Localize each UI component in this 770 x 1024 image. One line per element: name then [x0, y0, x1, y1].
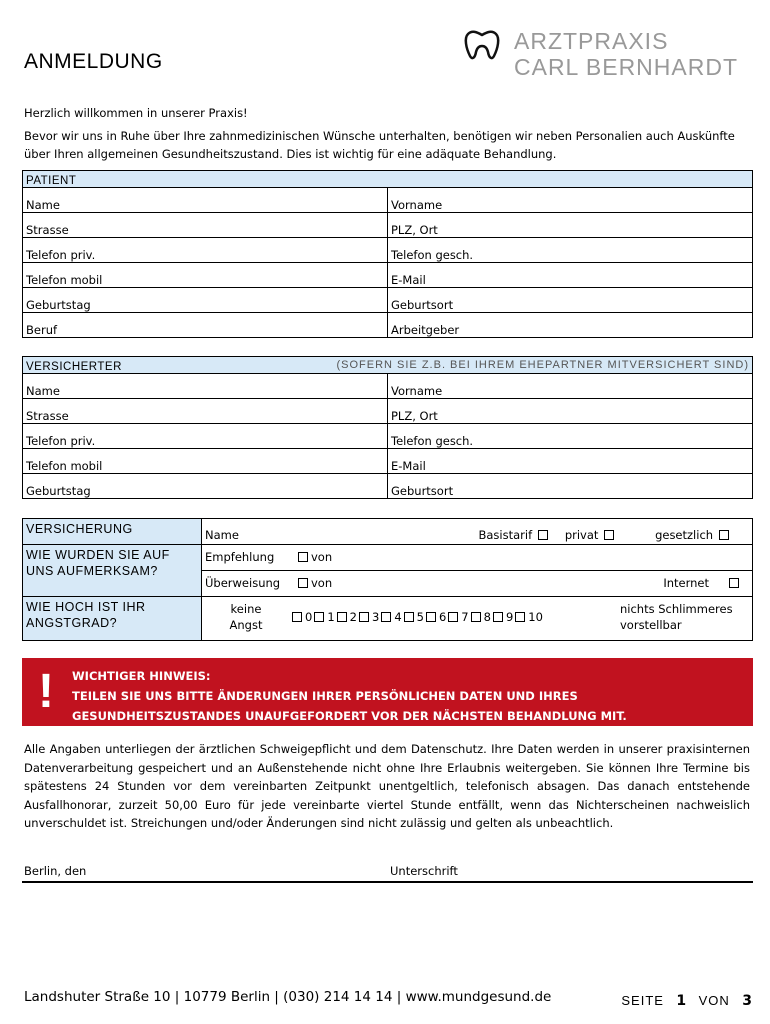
footer-address: Landshuter Straße 10 | 10779 Berlin | (030) 214 14 14 | www.mundgesund.de [24, 989, 552, 1005]
angst-number-10: 10 [528, 610, 543, 624]
empfehlung-von-field[interactable]: von [311, 550, 333, 564]
basistarif-checkbox[interactable] [538, 530, 548, 540]
logo-line-2: CARL BERNHARDT [514, 54, 739, 80]
logo-line-1: ARZTPRAXIS [514, 28, 669, 54]
privat-checkbox[interactable] [604, 530, 614, 540]
practice-logo [462, 26, 752, 82]
empfehlung-label: Empfehlung [205, 550, 275, 564]
angst-option-4[interactable] [381, 610, 401, 624]
versicherter-plz-ort-field[interactable]: PLZ, Ort [388, 399, 753, 424]
versicherter-vorname-field[interactable]: Vorname [388, 374, 753, 399]
angst-option-10[interactable] [515, 610, 543, 624]
warning-line-3: GESUNDHEITSZUSTANDES UNAUFGEFORDERT VOR DER NÄCHSTEN BEHANDLUNG MIT. [72, 709, 627, 723]
signature-field[interactable]: Unterschrift [390, 864, 458, 878]
page-indicator [621, 993, 752, 1009]
angst-scale [292, 610, 545, 624]
versicherter-telefon-mobil-field[interactable]: Telefon mobil [23, 449, 388, 474]
warning-box [22, 658, 753, 726]
patient-plz-ort-field[interactable]: PLZ, Ort [388, 213, 753, 238]
versicherter-heading: VERSICHERTER (SOFERN SIE Z.B. BEI IHREM EHEPARTNER MITVERSICHERT SIND) [23, 357, 753, 374]
angst-checkbox-3[interactable] [359, 612, 369, 622]
patient-telefon-priv-field[interactable]: Telefon priv. [23, 238, 388, 263]
angst-number-7: 7 [461, 610, 469, 624]
empfehlung-checkbox[interactable] [298, 552, 308, 562]
patient-email-field[interactable]: E-Mail [388, 263, 753, 288]
patient-geburtstag-field[interactable]: Geburtstag [23, 288, 388, 313]
angst-cell [202, 597, 753, 641]
versicherter-telefon-gesch-field[interactable]: Telefon gesch. [388, 424, 753, 449]
patient-geburtsort-field[interactable]: Geburtsort [388, 288, 753, 313]
angst-number-3: 3 [371, 610, 380, 624]
angst-number-8: 8 [483, 610, 491, 624]
angst-option-9[interactable] [493, 610, 513, 624]
versicherung-row [202, 519, 753, 545]
von-label: VON [698, 993, 730, 1008]
ueberweisung-label: Überweisung [205, 576, 281, 590]
versicherter-note: (SOFERN SIE Z.B. BEI IHREM EHEPARTNER MITVERSICHERT SIND) [336, 359, 749, 371]
versicherter-name-field[interactable]: Name [23, 374, 388, 399]
welcome-text: Herzlich willkommen in unserer Praxis! [24, 106, 248, 120]
angst-checkbox-4[interactable] [381, 612, 391, 622]
angst-checkbox-8[interactable] [471, 612, 481, 622]
angst-high-label: nichts Schlimmeres vorstellbar [620, 602, 733, 632]
aufmerksam-cell [202, 545, 753, 597]
gesetzlich-label: gesetzlich [655, 528, 714, 542]
angst-label: WIE HOCH IST IHR ANGSTGRAD? [23, 597, 202, 641]
privat-label: privat [564, 528, 599, 542]
versicherter-geburtsort-field[interactable]: Geburtsort [388, 474, 753, 499]
angst-number-2: 2 [349, 610, 357, 624]
page-title: ANMELDUNG [24, 50, 163, 73]
patient-beruf-field[interactable]: Beruf [23, 313, 388, 338]
signature-place-date[interactable]: Berlin, den [24, 864, 87, 878]
versicherter-table [22, 356, 753, 499]
patient-table [22, 170, 753, 338]
basistarif-label: Basistarif [478, 528, 533, 542]
angst-checkbox-2[interactable] [337, 612, 347, 622]
page-total: 3 [742, 993, 752, 1009]
seite-label: SEITE [621, 993, 664, 1008]
versicherter-telefon-priv-field[interactable]: Telefon priv. [23, 424, 388, 449]
patient-heading: PATIENT [23, 171, 753, 188]
angst-number-1: 1 [327, 610, 335, 624]
signature-line [22, 881, 753, 883]
page-number: 1 [676, 993, 687, 1009]
angst-option-5[interactable] [404, 610, 424, 624]
versicherter-email-field[interactable]: E-Mail [388, 449, 753, 474]
patient-name-field[interactable]: Name [23, 188, 388, 213]
angst-checkbox-0[interactable] [292, 612, 302, 622]
ueberweisung-von-field[interactable]: von [311, 576, 333, 590]
intro-text: Bevor wir uns in Ruhe über Ihre zahnmedizinischen Wünsche unterhalten, benötigen wir neben Personalien auch Auskünfte über Ihren allgemeinen Gesundheitszustand. Dies ist wichtig für eine adäquate Behandlung. [24, 129, 735, 161]
angst-checkbox-10[interactable] [515, 612, 525, 622]
angst-number-4: 4 [394, 610, 402, 624]
warning-heading: WICHTIGER HINWEIS: [72, 669, 211, 683]
tooth-icon [462, 28, 502, 62]
insurance-table [22, 518, 753, 641]
warning-line-2: TEILEN SIE UNS BITTE ÄNDERUNGEN IHRER PERSÖNLICHEN DATEN UND IHRES [72, 689, 578, 703]
angst-option-8[interactable] [471, 610, 491, 624]
versicherter-geburtstag-field[interactable]: Geburtstag [23, 474, 388, 499]
angst-low-label: keine Angst [229, 602, 263, 632]
angst-option-7[interactable] [448, 610, 468, 624]
angst-checkbox-5[interactable] [404, 612, 414, 622]
legal-text: Alle Angaben unterliegen der ärztlichen Schweigepflicht und dem Datenschutz. Ihre Daten werden in unserer praxisinternen Datenverarbeitung gespeichert und an Außenstehende nicht ohne Ihre Erlaubnis weitergeben. Sie können Ihre Termine bis spätestens 24 Stunden vor dem vereinbarten Zeitpunkt unentgeltlich, telefonisch absagen. Das danach entstehende Ausfallhonorar, zurzeit 50,00 Euro für jede vereinbarte viertel Stunde entfällt, wenn das Nichterscheinen nachweislich unverschuldet ist. Streichungen und/oder Änderungen sind nicht zulässig und gelten als unbeachtlich. [24, 742, 750, 830]
gesetzlich-checkbox[interactable] [719, 530, 729, 540]
angst-checkbox-7[interactable] [448, 612, 458, 622]
angst-option-2[interactable] [337, 610, 357, 624]
exclamation-icon: ! [38, 665, 54, 718]
angst-checkbox-1[interactable] [314, 612, 324, 622]
angst-number-9: 9 [505, 610, 514, 624]
patient-telefon-mobil-field[interactable]: Telefon mobil [23, 263, 388, 288]
angst-option-0[interactable] [292, 610, 312, 624]
angst-number-0: 0 [305, 610, 313, 624]
versicherung-label: VERSICHERUNG [23, 519, 202, 545]
patient-strasse-field[interactable]: Strasse [23, 213, 388, 238]
angst-option-1[interactable] [314, 610, 334, 624]
angst-option-3[interactable] [359, 610, 379, 624]
patient-telefon-gesch-field[interactable]: Telefon gesch. [388, 238, 753, 263]
versicherter-strasse-field[interactable]: Strasse [23, 399, 388, 424]
ueberweisung-checkbox[interactable] [298, 578, 308, 588]
angst-checkbox-6[interactable] [426, 612, 436, 622]
aufmerksam-label: WIE WURDEN SIE AUF UNS AUFMERKSAM? [23, 545, 202, 597]
angst-number-6: 6 [438, 610, 447, 624]
angst-checkbox-9[interactable] [493, 612, 503, 622]
internet-checkbox[interactable] [729, 578, 739, 588]
angst-option-6[interactable] [426, 610, 446, 624]
internet-label: Internet [663, 576, 709, 590]
versicherung-name-field[interactable]: Name [205, 528, 239, 542]
patient-vorname-field[interactable]: Vorname [388, 188, 753, 213]
patient-arbeitgeber-field[interactable]: Arbeitgeber [388, 313, 753, 338]
angst-number-5: 5 [416, 610, 424, 624]
